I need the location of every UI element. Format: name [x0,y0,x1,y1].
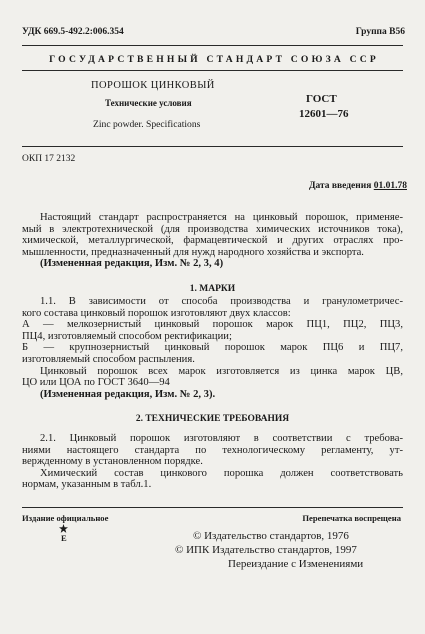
copyright-1997: © ИПК Издательство стандартов, 1997 [175,544,357,556]
section1-line: ПЦ4, изготовляемый способом ректификации; [22,330,232,342]
introduction-date-value: 01.01.78 [373,181,407,191]
section1-line: кого состава цинковый порошок изготовляют двух классов: [22,307,291,319]
section1-line: 1.1. В зависимости от способа производства и гранулометричес- [40,296,403,307]
banner-title: ГОСУДАРСТВЕННЫЙ СТАНДАРТ СОЮЗА ССР [49,54,379,65]
section1-line: А — мелкозернистый цинковый порошок марок ПЦ1, ПЦ2, ПЦ3, [22,319,403,331]
reprint-prohibited: Перепечатка воспрещена [302,513,401,523]
reissue-note: Переиздание с Изменениями [228,558,364,570]
udk-code: УДК 669.5-492.2:006.354 [22,27,124,37]
edition-letter: E [61,533,67,543]
copyright-1976: © Издательство стандартов, 1976 [193,530,349,542]
footer-rule [22,507,403,508]
standard-name: ПОРОШОК ЦИНКОВЫЙ [91,80,215,91]
title-rule [22,146,403,147]
okp-code: ОКП 17 2132 [22,154,76,164]
gost-label: ГОСТ [306,93,337,105]
section1-line: Цинковый порошок всех марок изготовляется из цинка марок ЦВ, [40,365,403,377]
introduction-date-label: Дата введения [308,181,372,191]
section1-heading: 1. МАРКИ [189,284,236,294]
section2-line: ниями настоящего стандарта по технологическому регламенту, ут- [22,444,403,456]
standard-english-title: Zinc powder. Specifications [93,119,201,130]
star-icon [59,524,68,533]
section1-body [22,296,403,400]
intro-line: мый в электротехнической (для производства химических источников тока), [22,223,403,235]
intro-line: мышленности, предназначенный для нужд народного хозяйства и экспорта. [22,246,364,258]
banner-rule [22,70,403,71]
section1-line: Б — крупнозернистый цинковый порошок марок ПЦ6 и ПЦ7, [22,342,403,354]
official-edition: Издание официальное [22,513,109,523]
intro-revision: (Измененная редакция, Изм. № 2, 3, 4) [40,258,224,270]
section2-line: 2.1. Цинковый порошок изготовляют в соответствии с требова- [40,433,403,444]
section1-revision: (Измененная редакция, Изм. № 2, 3). [40,388,216,400]
gost-number: 12601—76 [299,108,349,120]
section1-line: ЦО или ЦОА по ГОСТ 3640—94 [22,377,170,389]
section2-heading: 2. ТЕХНИЧЕСКИЕ ТРЕБОВАНИЯ [135,414,290,424]
section2-body [22,433,403,491]
standard-subtitle: Технические условия [105,98,192,108]
group-code: Группа В56 [355,27,405,37]
section2-line: нормам, указанным в табл.1. [22,479,152,491]
intro-paragraph [22,212,403,270]
intro-line: Настоящий стандарт распространяется на цинковый порошок, применяе- [40,212,403,223]
top-rule [22,45,403,46]
section1-line: изготовляемый способом распыления. [22,353,195,365]
intro-line: химической, металлургической, фармацевтической и других отраслях про- [22,235,403,247]
section2-line: вержденному в установленном порядке. [22,456,203,468]
section2-line: Химический состав цинкового порошка должен соответствовать [40,467,403,479]
introduction-date [309,181,407,191]
